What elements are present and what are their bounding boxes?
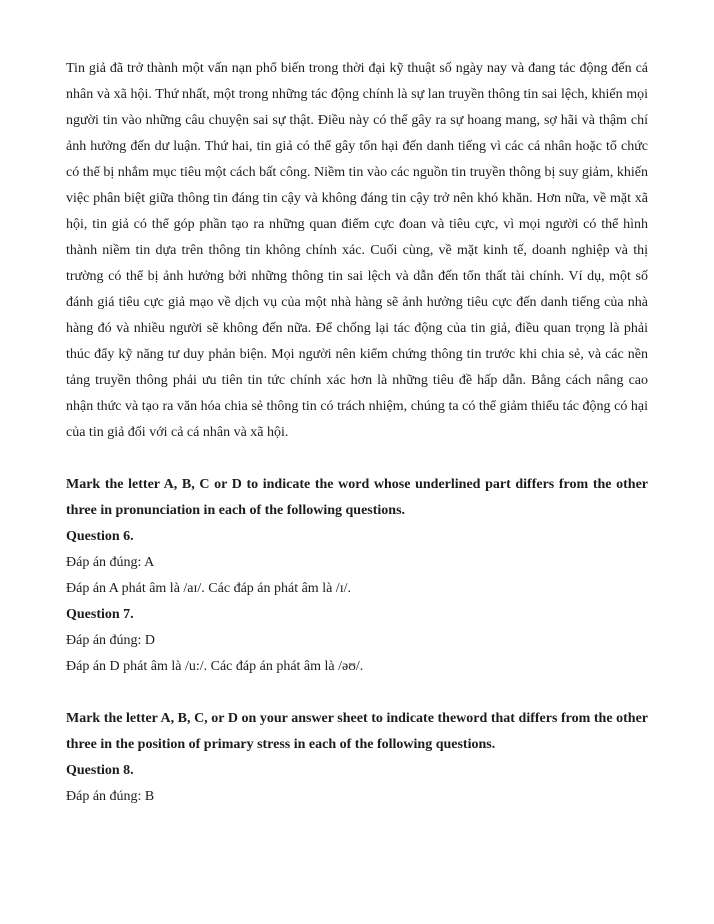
question-8-label: Question 8. — [66, 763, 134, 778]
section-spacer — [66, 680, 648, 706]
stress-instruction: Mark the letter A, B, C, or D on your answer sheet to indicate theword that differs from the other three in the position of primary stress in each of the following questions. — [66, 711, 648, 752]
pronunciation-instruction: Mark the letter A, B, C or D to indicate the word whose underlined part differs from the other three in pronunciation in each of the following questions. — [66, 477, 648, 518]
essay-paragraph: Tin giả đã trở thành một vấn nạn phổ biến trong thời đại kỹ thuật số ngày nay và đang tác động đến cá nhân và xã hội. Thứ nhất, một trong những tác động chính là sự lan truyền thông tin sai lệch, khiến mọi người tin vào những câu chuyện sai sự thật. Điều này có thể gây ra sự hoang mang, sợ hãi và thậm chí ảnh hưởng đến dư luận. Thứ hai, tin giả có thể gây tổn hại đến danh tiếng vì các cá nhân hoặc tổ chức có thể bị nhắm mục tiêu một cách bất công. Niềm tin vào các nguồn tin truyền thông bị suy giảm, khiến việc phân biệt giữa thông tin đáng tin cậy và không đáng tin cậy trở nên khó khăn. Hơn nữa, về mặt xã hội, tin giả có thể góp phần tạo ra những quan điểm cực đoan và tiêu cực, vì mọi người có thể hình thành niềm tin dựa trên thông tin không chính xác. Cuối cùng, về mặt kinh tế, doanh nghiệp và thị trường có thể bị ảnh hưởng bởi những thông tin sai lệch và dẫn đến tổn thất tài chính. Ví dụ, một số đánh giá tiêu cực giả mạo về dịch vụ của một nhà hàng sẽ ảnh hưởng tiêu cực đến danh tiếng của nhà hàng đó và nhiều người sẽ không đến nữa. Để chống lại tác động của tin giả, điều quan trọng là phải thúc đẩy kỹ năng tư duy phản biện. Mọi người nên kiểm chứng thông tin trước khi chia sẻ, và các nền tảng truyền thông phải ưu tiên tin tức chính xác hơn là những tiêu đề hấp dẫn. Bằng cách nâng cao nhận thức và tạo ra văn hóa chia sẻ thông tin có trách nhiệm, chúng ta có thể giảm thiểu tác động có hại của tin giả đối với cả cá nhân và xã hội. — [66, 61, 648, 440]
question-7-answer: Đáp án đúng: D — [66, 633, 156, 648]
question-6-answer: Đáp án đúng: A — [66, 555, 155, 570]
question-6-explanation: Đáp án A phát âm là /aɪ/. Các đáp án phát âm là /ɪ/. — [66, 581, 351, 596]
question-7-label: Question 7. — [66, 607, 134, 622]
question-8-answer: Đáp án đúng: B — [66, 789, 155, 804]
section-spacer — [66, 446, 648, 472]
question-6-label: Question 6. — [66, 529, 134, 544]
question-7-explanation: Đáp án D phát âm là /u:/. Các đáp án phát âm là /əʊ/. — [66, 659, 364, 674]
